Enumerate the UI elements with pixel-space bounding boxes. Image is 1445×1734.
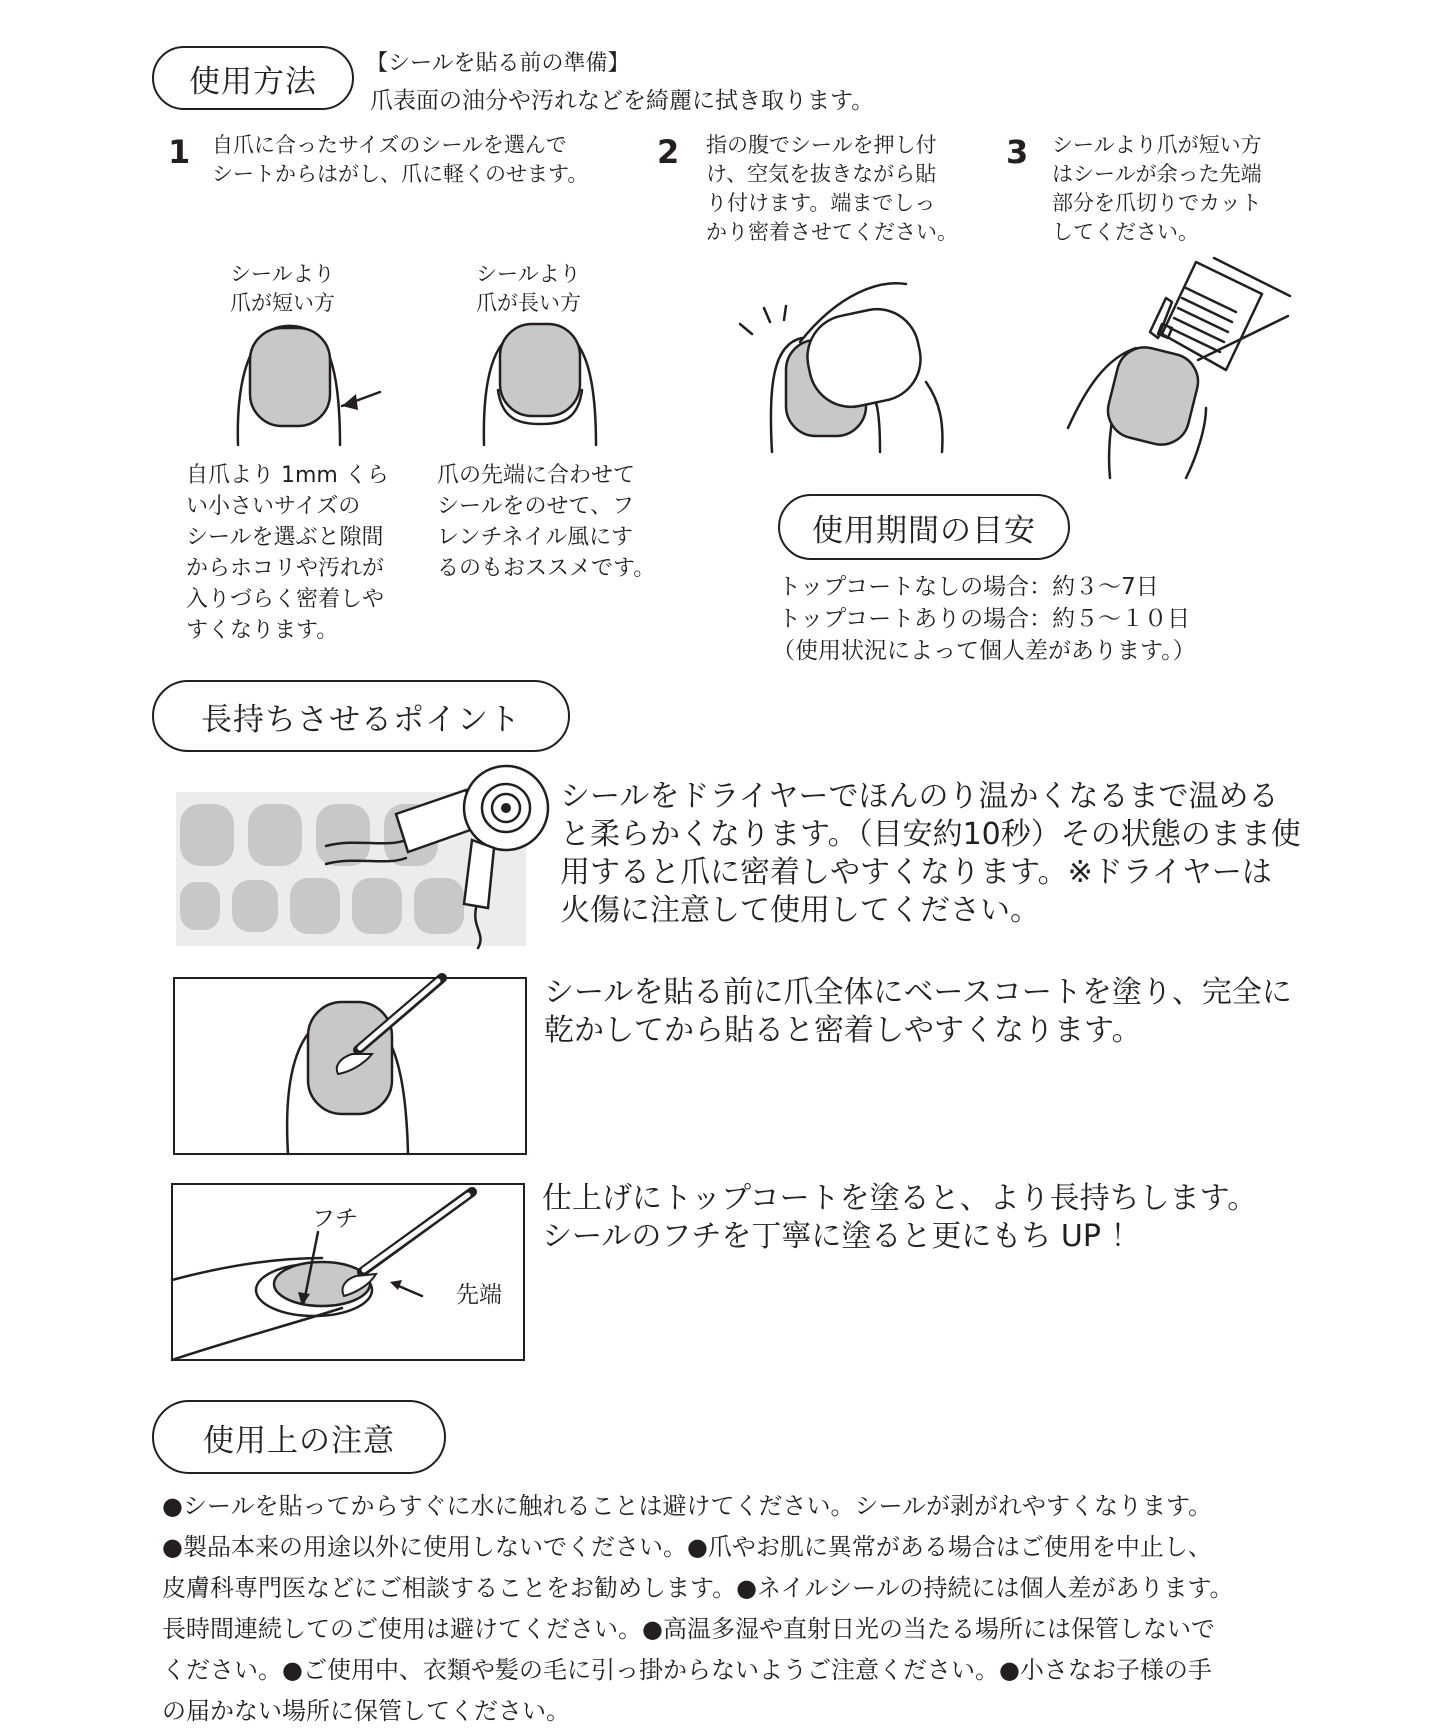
- press-finger-illustration: [730, 272, 970, 472]
- short-nail-illustration: [230, 320, 400, 450]
- step-1-number: 1: [168, 133, 191, 171]
- top-coat-tip-label: 先端: [456, 1282, 502, 1308]
- prep-text: 爪表面の油分や汚れなどを綺麗に拭き取ります。: [370, 88, 875, 114]
- tip-1-text: シールをドライヤーでほんのり温かくなるまで温める と柔らかくなります。（目安約10秒）その状態のまま使 用すると爪に密着しやすくなります。※ドライヤーは 火傷に注意して使用してください。: [560, 779, 1301, 928]
- step-3-text: シールより爪が短い方 はシールが余った先端 部分を爪切りでカット してください。: [1052, 133, 1262, 244]
- prep-title: 【シールを貼る前の準備】: [366, 51, 630, 76]
- period-line-3: （使用状況によって個人差があります。）: [772, 638, 1196, 664]
- cautions-heading: [152, 1400, 446, 1474]
- usage-heading: [152, 46, 354, 110]
- short-nail-label: シールより 爪が短い方: [230, 262, 335, 315]
- long-nail-desc: 爪の先端に合わせて シールをのせて、フ レンチネイル風にす るのもおススメです。: [437, 463, 656, 581]
- period-heading: [778, 494, 1070, 560]
- step-1-text: 自爪に合ったサイズのシールを選んで シートからはがし、爪に軽くのせます。: [212, 133, 589, 186]
- long-nail-illustration: [480, 320, 610, 450]
- tip-3-text: 仕上げにトップコートを塗ると、より長持ちします。 シールのフチを丁寧に塗ると更にもち UP ！: [542, 1181, 1258, 1254]
- cautions-text: ●シールを貼ってからすぐに水に触れることは避けてください。シールが剥がれやすくなります。 ●製品本来の用途以外に使用しないでください。●爪やお肌に異常がある場合はご使用を中止し、 皮膚科専門医などにご相談することをお勧めします。●ネイルシールの持続には個人差があります。 長時間連続してのご使用は避けてください。●高温多湿や直射日光の当たる場所には保管しないで ください。●ご使用中、衣類や髪の毛に引っ掛からないようご注意ください。●小さなお子様の手 の届かない場所に保管してください。: [162, 1492, 1234, 1725]
- period-heading-label: 使用期間の目安: [812, 512, 1036, 549]
- tip-2-text: シールを貼る前に爪全体にベースコートを塗り、完全に 乾かしてから貼ると密着しやすくなります。: [544, 975, 1292, 1048]
- step-2-number: 2: [657, 133, 680, 171]
- top-coat-edge-label: フチ: [312, 1206, 358, 1232]
- period-line-2: トップコートありの場合：約５～１０日: [778, 606, 1191, 632]
- short-nail-desc: 自爪より 1mm くら い小さいサイズの シールを選ぶと隙間 からホコリや汚れが 入りづらく密着しや すくなります。: [186, 463, 389, 643]
- base-coat-illustration: [174, 978, 530, 1158]
- tips-heading: [152, 680, 570, 752]
- usage-heading-label: 使用方法: [189, 63, 317, 100]
- tips-heading-label: 長持ちさせるポイント: [201, 701, 521, 738]
- long-nail-label: シールより 爪が長い方: [476, 262, 581, 315]
- step-2-text: 指の腹でシールを押し付 け、空気を抜きながら貼 り付けます。端までしっ かり密着させてください。: [706, 133, 958, 244]
- dryer-sheet-illustration: [176, 758, 576, 948]
- period-line-1: トップコートなしの場合：約３～7日: [778, 574, 1159, 600]
- step-3-number: 3: [1006, 133, 1029, 171]
- nail-clipper-illustration: [1066, 258, 1306, 488]
- cautions-heading-label: 使用上の注意: [203, 1422, 395, 1459]
